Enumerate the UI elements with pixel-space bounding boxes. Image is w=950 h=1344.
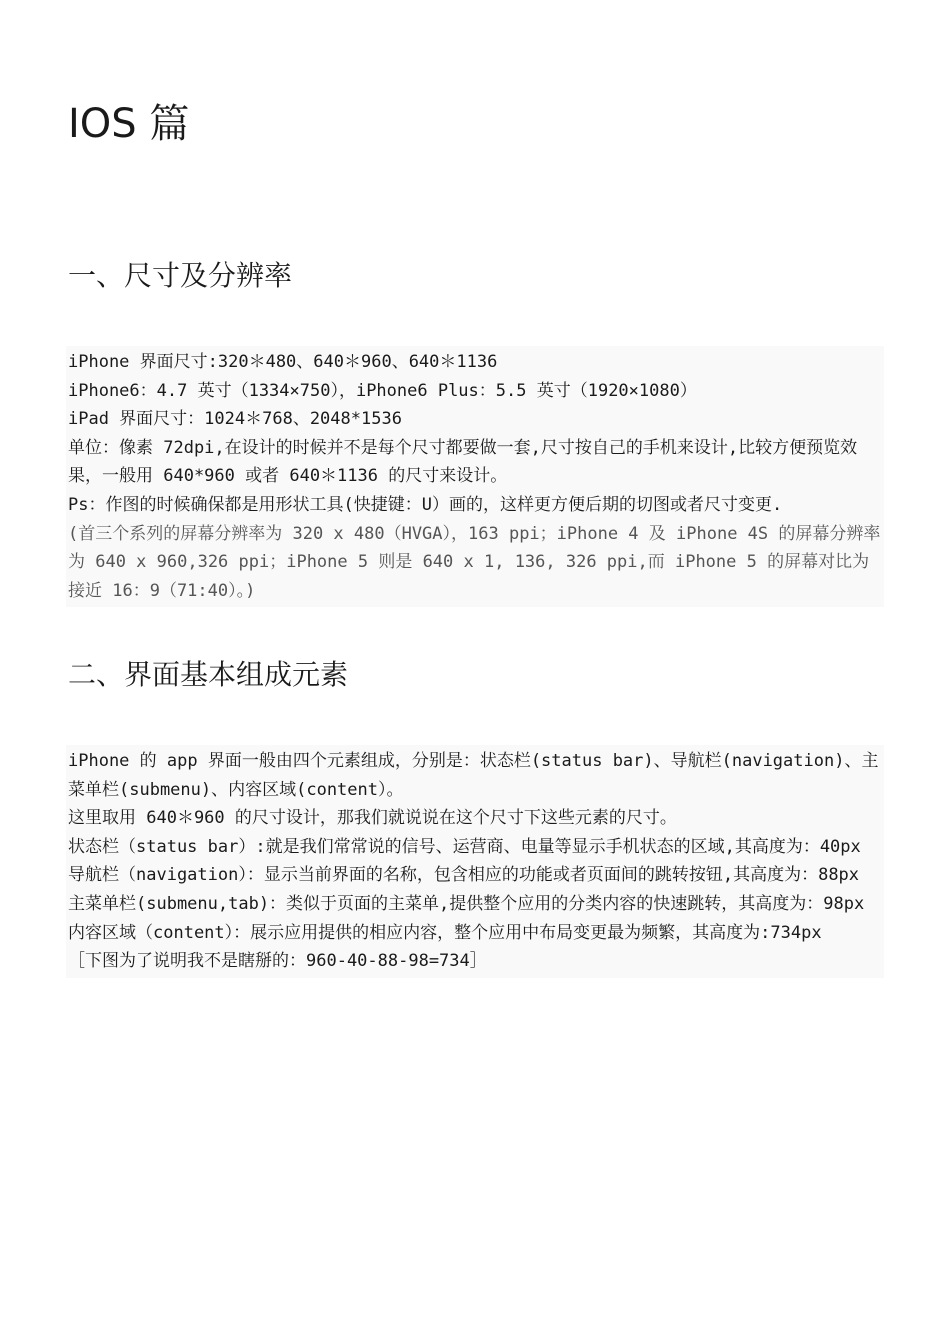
paragraph-size-choice: 这里取用 640＊960 的尺寸设计，那我们就说说在这个尺寸下这些元素的尺寸。: [68, 808, 677, 829]
size-resolution-block: [66, 346, 884, 607]
section-heading-size-resolution: 一、尺寸及分辨率: [68, 259, 293, 292]
page-title: IOS 篇: [68, 101, 190, 147]
paragraph-calculation: ［下图为了说明我不是瞎掰的：960-40-88-98=734］: [68, 951, 487, 972]
paragraph-status-bar: 状态栏（status bar）:就是我们常常说的信号、运营商、电量等显示手机状态的区域,其高度为：40px: [68, 836, 861, 857]
section-heading-ui-elements: 二、界面基本组成元素: [68, 658, 349, 691]
paragraph-submenu: 主菜单栏(submenu,tab)：类似于页面的主菜单,提供整个应用的分类内容的快速跳转，其高度为：98px: [68, 893, 865, 914]
paragraph-unit: 单位：像素 72dpi,在设计的时候并不是每个尺寸都要做一套,尺寸按自己的手机来设计,比较方便预览效果，一般用 640*960 或者 640＊1136 的尺寸来设计。: [68, 437, 858, 487]
paragraph-content: 内容区域（content）：展示应用提供的相应内容，整个应用中布局变更最为频繁，其高度为:734px: [68, 922, 822, 943]
paragraph-navigation: 导航栏（navigation）：显示当前界面的名称，包含相应的功能或者页面间的跳转按钮,其高度为：88px: [68, 865, 860, 886]
paragraph-four-elements: iPhone 的 app 界面一般由四个元素组成，分别是：状态栏(status bar)、导航栏(navigation)、主菜单栏(submenu)、内容区域(content）。: [68, 751, 879, 800]
paragraph-ps-tip: Ps：作图的时候确保都是用形状工具(快捷键：U）画的，这样更方便后期的切图或者尺寸变更.: [68, 494, 783, 515]
paragraph-ipad-sizes: iPad 界面尺寸：1024＊768、2048*1536: [68, 409, 402, 430]
paragraph-iphone6-sizes: iPhone6：4.7 英寸（1334×750），iPhone6 Plus：5.5 英寸（1920×1080）: [68, 380, 697, 401]
paragraph-iphone-sizes: iPhone 界面尺寸:320＊480、640＊960、640＊1136: [68, 352, 498, 372]
ui-elements-block: [66, 745, 884, 978]
paragraph-resolution-note: (首三个系列的屏幕分辨率为 320 x 480（HVGA），163 ppi；iPhone 4 及 iPhone 4S 的屏幕分辨率为 640 x 960,326 ppi；iPhone 5 则是 640 x 1, 136, 326 ppi,而 iPhone 5 的屏幕对比为接近 16：9（71:40）。): [68, 523, 881, 601]
